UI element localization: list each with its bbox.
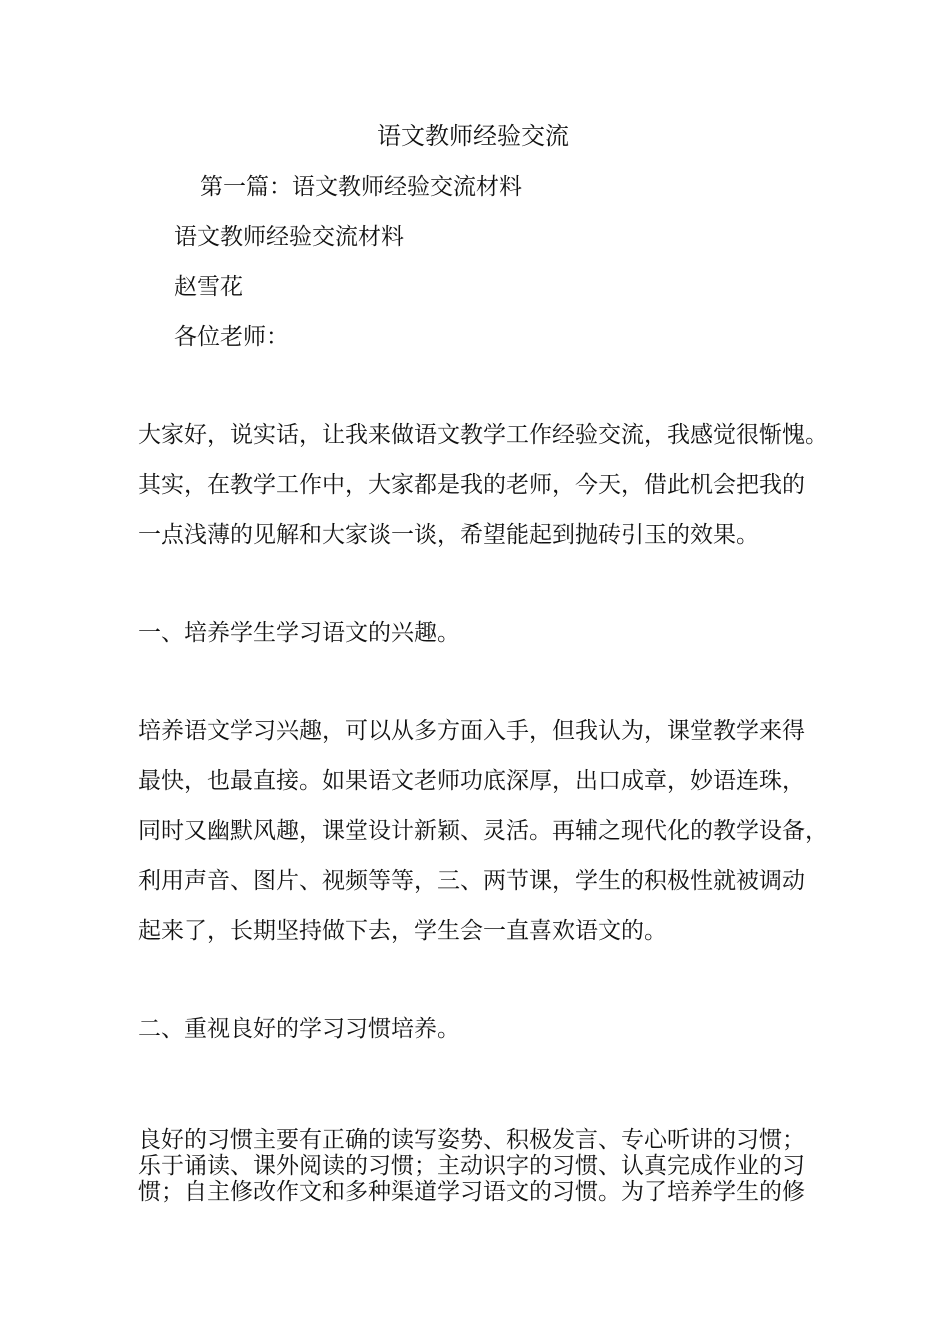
document-title: 语文教师经验交流 (377, 122, 569, 150)
section1-line: 同时又幽默风趣，课堂设计新颖、灵活。再辅之现代化的教学设备， (138, 818, 828, 844)
section1-line: 利用声音、图片、视频等等，三、两节课，学生的积极性就被调动 (138, 868, 805, 894)
intro-line: 一点浅薄的见解和大家谈一谈，希望能起到抛砖引玉的效果。 (138, 522, 759, 548)
section1-line: 最快，也最直接。如果语文老师功底深厚，出口成章，妙语连珠， (138, 768, 805, 794)
section2-line: 乐于诵读、课外阅读的习惯；主动识字的习惯、认真完成作业的习 (138, 1153, 805, 1179)
section2-line: 惯；自主修改作文和多种渠道学习语文的习惯。为了培养学生的修 (138, 1179, 805, 1205)
document-subtitle: 第一篇：语文教师经验交流材料 (200, 174, 522, 200)
section1-line: 起来了，长期坚持做下去，学生会一直喜欢语文的。 (138, 918, 667, 944)
section-heading-1: 一、培养学生学习语文的兴趣。 (138, 620, 460, 646)
author-name: 赵雪花 (174, 274, 243, 300)
greeting: 各位老师： (174, 324, 289, 350)
intro-line: 其实，在教学工作中，大家都是我的老师，今天，借此机会把我的 (138, 472, 805, 498)
section1-line: 培养语文学习兴趣，可以从多方面入手，但我认为，课堂教学来得 (138, 718, 805, 744)
section-heading-2: 二、重视良好的学习习惯培养。 (138, 1016, 460, 1042)
intro-line: 大家好，说实话，让我来做语文教学工作经验交流，我感觉很惭愧。 (138, 422, 828, 448)
section2-line: 良好的习惯主要有正确的读写姿势、积极发言、专心听讲的习惯； (138, 1127, 805, 1153)
material-title: 语文教师经验交流材料 (174, 224, 404, 250)
